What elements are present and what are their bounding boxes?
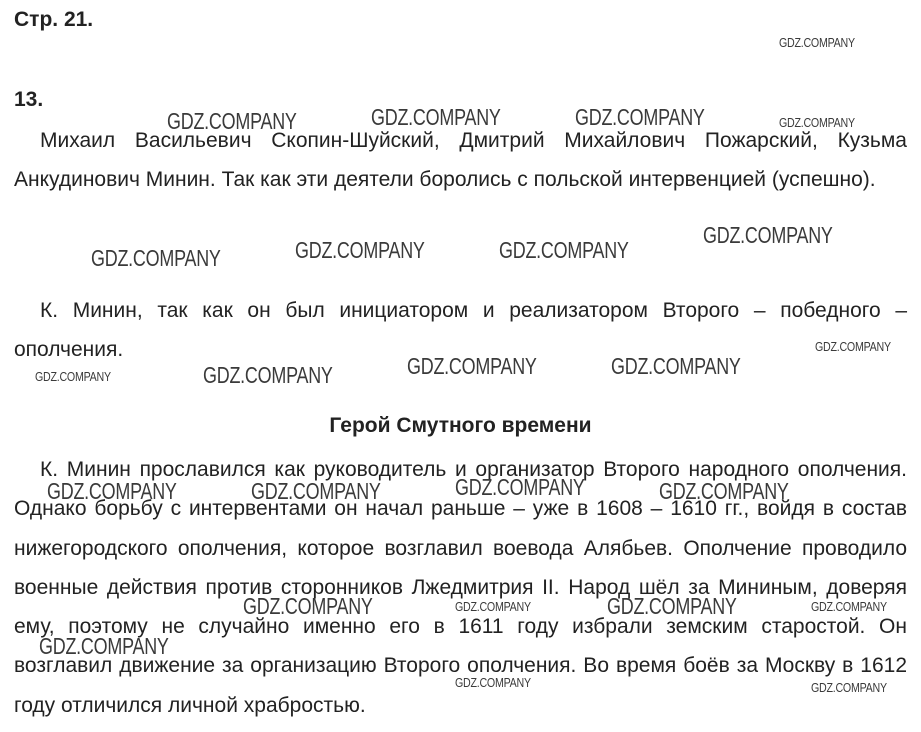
watermark: GDZ.COMPANY [611,353,741,379]
watermark: GDZ.COMPANY [251,478,381,504]
watermark: GDZ.COMPANY [815,339,891,354]
watermark: GDZ.COMPANY [779,115,855,130]
watermark: GDZ.COMPANY [39,633,169,659]
watermark: GDZ.COMPANY [811,680,887,695]
watermark: GDZ.COMPANY [455,599,531,614]
watermark: GDZ.COMPANY [499,237,629,263]
watermark: GDZ.COMPANY [659,478,789,504]
watermark: GDZ.COMPANY [243,593,373,619]
task-number: 13. [14,88,44,111]
watermark: GDZ.COMPANY [779,35,855,50]
section-heading: Герой Смутного времени [329,414,592,437]
watermark: GDZ.COMPANY [407,353,537,379]
watermark: GDZ.COMPANY [703,222,833,248]
watermark: GDZ.COMPANY [47,478,177,504]
answer-paragraph-names: Михаил Васильевич Скопин-Шуйский, Дмитрий Михайлович Пожарский, Кузьма Анкудинович Минин. Так как эти деятели боролись с польской интервенцией (успешно). [14,129,907,192]
watermark: GDZ.COMPANY [455,474,585,500]
page-reference: Стр. 21. [14,8,94,31]
watermark: GDZ.COMPANY [35,369,111,384]
section-body-paragraph: К. Минин прославился как руководитель и организатор Второго народного ополчения. Однако борьбу с интервентами он начал раньше – уже в 1608 – 1610 гг., войдя в состав нижегородского ополчения, которое возглавил воевода Алябьев. Ополчение проводило военные действия против сторонников Лжедмитрия II. Народ шёл за Мининым, доверяя ему, поэтому не случайно именно его в 1611 году избрали земским старостой. Он возглавил движение за организацию Второго ополчения. Во время боёв за Москву в 1612 году отличился личной храбростью. [14,458,907,717]
watermark: GDZ.COMPANY [455,675,531,690]
watermark: GDZ.COMPANY [295,237,425,263]
watermark: GDZ.COMPANY [167,108,297,134]
watermark: GDZ.COMPANY [203,362,333,388]
watermark: GDZ.COMPANY [91,245,221,271]
watermark: GDZ.COMPANY [575,104,705,130]
answer-paragraph-minin: К. Минин, так как он был инициатором и реализатором Второго – победного – ополчения. [14,299,907,362]
watermark: GDZ.COMPANY [607,593,737,619]
watermark: GDZ.COMPANY [811,599,887,614]
watermark: GDZ.COMPANY [371,104,501,130]
